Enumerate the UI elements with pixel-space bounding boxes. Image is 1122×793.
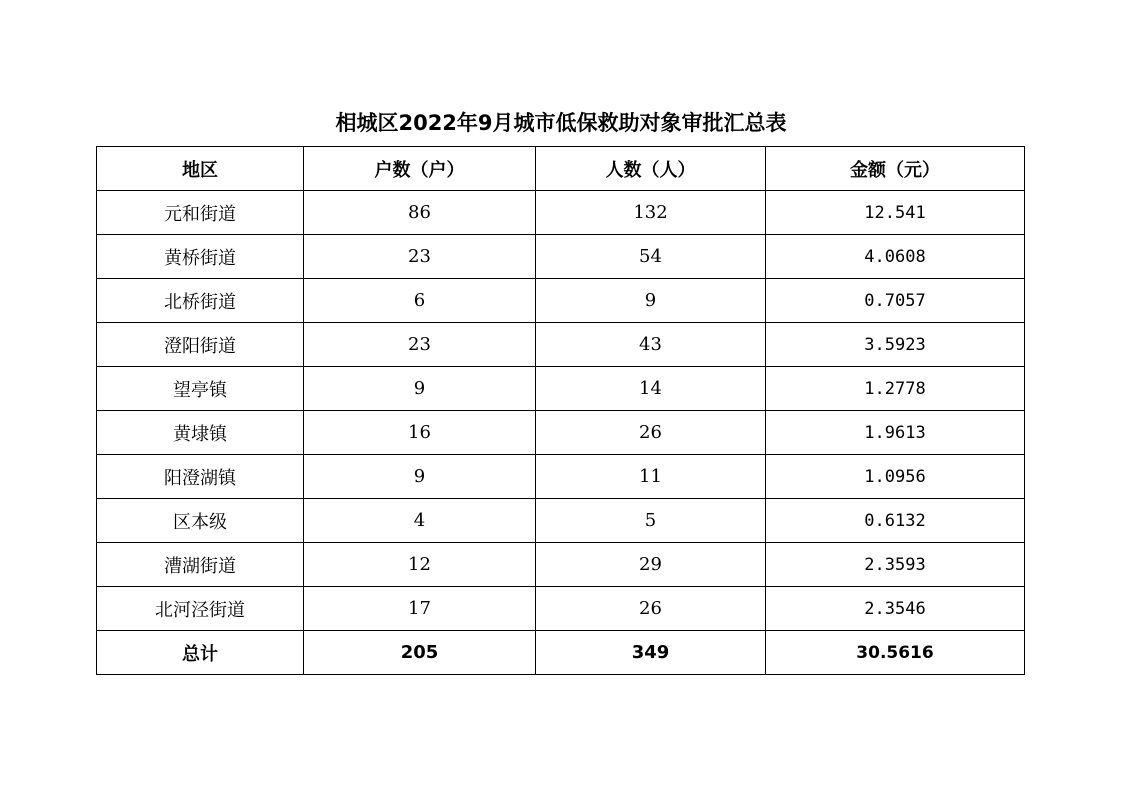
page-title: 相城区2022年9月城市低保救助对象审批汇总表 — [335, 111, 787, 135]
cell-amount: 2.3593 — [766, 543, 1025, 587]
cell-amount: 2.3546 — [766, 587, 1025, 631]
cell-households: 12 — [304, 543, 536, 587]
cell-amount: 3.5923 — [766, 323, 1025, 367]
cell-households: 23 — [304, 235, 536, 279]
cell-persons: 11 — [536, 455, 766, 499]
total-amount: 30.5616 — [766, 631, 1025, 675]
cell-amount: 1.0956 — [766, 455, 1025, 499]
cell-region: 望亭镇 — [97, 367, 304, 411]
cell-households: 86 — [304, 191, 536, 235]
cell-region: 北河泾街道 — [97, 587, 304, 631]
table-row — [97, 279, 1025, 323]
cell-amount: 1.9613 — [766, 411, 1025, 455]
table-row — [97, 455, 1025, 499]
cell-persons: 5 — [536, 499, 766, 543]
summary-table — [96, 146, 1025, 675]
table-row — [97, 235, 1025, 279]
column-header-region: 地区 — [97, 147, 304, 191]
table-row — [97, 191, 1025, 235]
cell-persons: 26 — [536, 587, 766, 631]
cell-households: 6 — [304, 279, 536, 323]
cell-households: 16 — [304, 411, 536, 455]
cell-persons: 9 — [536, 279, 766, 323]
cell-amount: 0.7057 — [766, 279, 1025, 323]
cell-region: 澄阳街道 — [97, 323, 304, 367]
cell-amount: 12.541 — [766, 191, 1025, 235]
cell-amount: 0.6132 — [766, 499, 1025, 543]
cell-persons: 54 — [536, 235, 766, 279]
cell-region: 黄埭镇 — [97, 411, 304, 455]
cell-households: 17 — [304, 587, 536, 631]
column-header-amount: 金额（元） — [766, 147, 1025, 191]
total-households: 205 — [304, 631, 536, 675]
table-row — [97, 587, 1025, 631]
cell-amount: 1.2778 — [766, 367, 1025, 411]
cell-region: 北桥街道 — [97, 279, 304, 323]
cell-persons: 132 — [536, 191, 766, 235]
table-row — [97, 499, 1025, 543]
table-total-row — [97, 631, 1025, 675]
table-row — [97, 411, 1025, 455]
cell-households: 9 — [304, 367, 536, 411]
cell-households: 9 — [304, 455, 536, 499]
cell-region: 黄桥街道 — [97, 235, 304, 279]
cell-households: 4 — [304, 499, 536, 543]
total-persons: 349 — [536, 631, 766, 675]
table-row — [97, 367, 1025, 411]
column-header-households: 户数（户） — [304, 147, 536, 191]
total-label: 总计 — [97, 631, 304, 675]
cell-persons: 26 — [536, 411, 766, 455]
cell-persons: 29 — [536, 543, 766, 587]
cell-region: 阳澄湖镇 — [97, 455, 304, 499]
table-header-row — [97, 147, 1025, 191]
cell-persons: 14 — [536, 367, 766, 411]
cell-persons: 43 — [536, 323, 766, 367]
cell-region: 漕湖街道 — [97, 543, 304, 587]
cell-region: 元和街道 — [97, 191, 304, 235]
table-row — [97, 543, 1025, 587]
cell-region: 区本级 — [97, 499, 304, 543]
cell-households: 23 — [304, 323, 536, 367]
column-header-persons: 人数（人） — [536, 147, 766, 191]
table-row — [97, 323, 1025, 367]
cell-amount: 4.0608 — [766, 235, 1025, 279]
